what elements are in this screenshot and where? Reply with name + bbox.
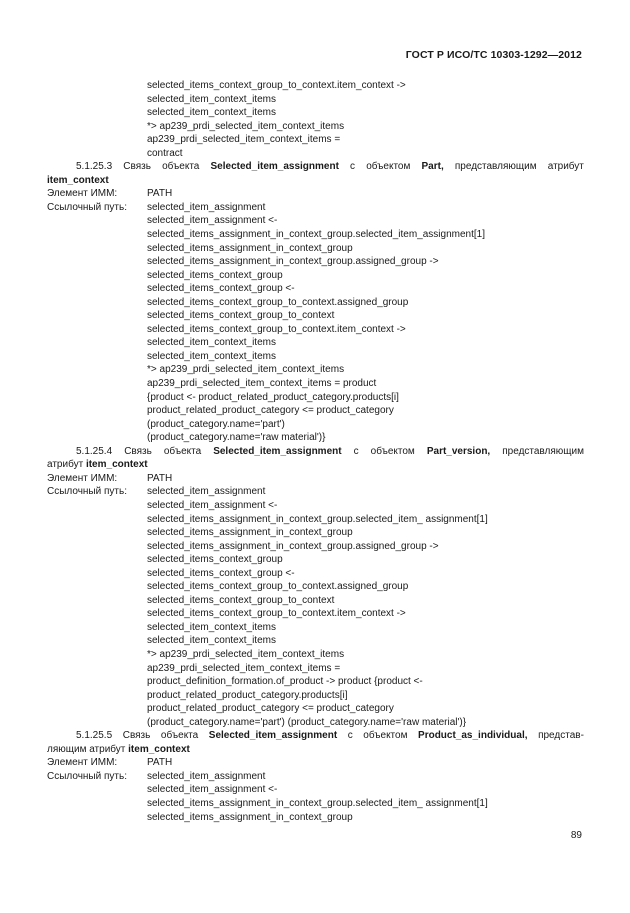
path-block-1 xyxy=(47,79,584,160)
path-line: selected_items_context_group xyxy=(147,554,283,566)
heading-word: объектом xyxy=(366,161,411,173)
path-line: selected_item_assignment <- xyxy=(147,499,278,511)
path-line: selected_item_assignment <- xyxy=(147,784,278,796)
path-line: selected_items_context_group_to_context.assigned_group xyxy=(147,296,409,308)
heading-word: с xyxy=(350,161,356,173)
path-line: *> ap239_prdi_selected_item_context_items xyxy=(147,364,345,376)
path-line: selected_items_context_group <- xyxy=(147,567,295,579)
path-line: selected_items_assignment_in_context_group.assigned_group -> xyxy=(147,256,439,268)
path-line: selected_item_context_items xyxy=(147,93,276,105)
path-line: selected_items_context_group_to_context xyxy=(147,310,335,322)
heading-word: объекта xyxy=(162,161,200,173)
heading-word: объекта xyxy=(160,730,199,742)
path-line: selected_item_assignment xyxy=(147,201,266,213)
heading-word: с xyxy=(353,445,359,457)
path-line: selected_items_assignment_in_context_group.selected_item_ assignment[1] xyxy=(147,513,488,525)
element-value: PATH xyxy=(147,757,173,769)
path-line: selected_items_assignment_in_context_group xyxy=(147,527,353,539)
section-heading xyxy=(47,445,584,459)
attribute-name: item_context xyxy=(85,459,148,471)
heading-word: с xyxy=(347,730,353,742)
heading-word: атрибут xyxy=(47,459,84,471)
path-line: selected_items_assignment_in_context_group.selected_item_assignment[1] xyxy=(147,229,485,241)
element-row xyxy=(47,472,584,486)
section-number: 5.1.25.3 xyxy=(76,161,113,173)
path-line: {product <- product_related_product_category.products[i] xyxy=(147,391,399,403)
path-line: selected_item_context_items xyxy=(147,107,276,119)
path-line: selected_items_context_group_to_context xyxy=(147,594,335,606)
path-line: ap239_prdi_selected_item_context_items = xyxy=(147,134,341,146)
entity-name: Selected_item_assignment xyxy=(208,730,338,742)
page-content xyxy=(47,79,584,824)
path-label: Ссылочный путь: xyxy=(47,486,127,498)
attribute-name: item_context xyxy=(47,174,109,186)
path-line: selected_item_assignment xyxy=(147,486,266,498)
path-row xyxy=(47,201,584,215)
path-label: Ссылочный путь: xyxy=(47,770,127,782)
path-line: product_related_product_category <= product_category xyxy=(147,405,394,417)
entity-name: Selected_item_assignment xyxy=(210,161,339,173)
path-line: selected_item_context_items xyxy=(147,635,276,647)
heading-word: объекта xyxy=(163,445,202,457)
heading-continuation xyxy=(47,458,584,472)
element-label: Элемент ИММ: xyxy=(47,472,118,484)
element-row xyxy=(47,187,584,201)
entity-name: Part_version, xyxy=(426,445,491,457)
section-5-1-25-4 xyxy=(47,445,584,729)
element-label: Элемент ИММ: xyxy=(47,188,118,200)
path-line: selected_items_context_group_to_context.assigned_group xyxy=(147,581,409,593)
entity-name: Part, xyxy=(421,161,444,173)
heading-continuation xyxy=(47,743,584,757)
path-line: *> ap239_prdi_selected_item_context_items xyxy=(147,648,345,660)
path-line: selected_items_context_group_to_context.item_context -> xyxy=(147,80,406,91)
heading-word: Связь xyxy=(124,445,152,457)
path-line: selected_items_context_group_to_context.item_context -> xyxy=(147,608,406,620)
path-line: selected_items_assignment_in_context_group xyxy=(147,811,353,823)
heading-word: Связь xyxy=(123,161,151,173)
document-header: ГОСТ Р ИСО/ТС 10303-1292—2012 xyxy=(405,49,582,61)
path-line: (product_category.name='part') (product_category.name='raw material')} xyxy=(147,716,467,728)
section-5-1-25-5 xyxy=(47,729,584,824)
path-line: product_definition_formation.of_product -> product {product <- xyxy=(147,676,423,688)
heading-word: ляющим атрибут xyxy=(47,743,126,755)
path-row xyxy=(47,485,584,499)
path-line: selected_items_assignment_in_context_group.selected_item_ assignment[1] xyxy=(147,797,488,809)
path-line: ap239_prdi_selected_item_context_items = xyxy=(147,662,341,674)
heading-word: Связь xyxy=(122,730,151,742)
path-line: selected_items_assignment_in_context_group xyxy=(147,242,353,254)
path-line: contract xyxy=(147,147,183,159)
heading-word: представ- xyxy=(538,730,584,742)
path-line: selected_items_context_group <- xyxy=(147,283,295,295)
element-row xyxy=(47,756,584,770)
path-line: selected_item_assignment <- xyxy=(147,215,278,227)
entity-name: Selected_item_assignment xyxy=(213,445,342,457)
attribute-name: item_context xyxy=(128,743,190,755)
path-line: ap239_prdi_selected_item_context_items = product xyxy=(147,378,377,390)
element-label: Элемент ИММ: xyxy=(47,757,118,769)
path-line: selected_items_assignment_in_context_group.assigned_group -> xyxy=(147,540,439,552)
element-value: PATH xyxy=(147,472,173,484)
path-line: selected_items_context_group xyxy=(147,269,283,281)
heading-word: объектом xyxy=(363,730,408,742)
path-line: (product_category.name='raw material')} xyxy=(147,432,326,444)
path-line: selected_item_context_items xyxy=(147,350,276,362)
entity-name: Product_as_individual, xyxy=(418,730,528,742)
path-label: Ссылочный путь: xyxy=(47,201,127,213)
section-number: 5.1.25.5 xyxy=(76,730,113,742)
heading-word: объектом xyxy=(370,445,415,457)
path-line: product_related_product_category.products[i] xyxy=(147,689,348,701)
path-line: selected_item_context_items xyxy=(147,621,276,633)
section-5-1-25-3 xyxy=(47,160,584,444)
path-row xyxy=(47,770,584,784)
section-heading xyxy=(47,160,584,174)
path-line: *> ap239_prdi_selected_item_context_items xyxy=(147,120,345,132)
path-line: selected_item_context_items xyxy=(147,337,276,349)
element-value: PATH xyxy=(147,188,173,200)
heading-word: атрибут xyxy=(547,161,584,173)
path-line: product_related_product_category <= product_category xyxy=(147,703,394,715)
path-line: selected_item_assignment xyxy=(147,770,266,782)
section-number: 5.1.25.4 xyxy=(76,445,113,457)
heading-word: представляющим xyxy=(454,161,537,173)
section-heading xyxy=(47,729,584,743)
page-number: 89 xyxy=(570,830,582,841)
path-line: (product_category.name='part') xyxy=(147,418,285,430)
path-line: selected_items_context_group_to_context.item_context -> xyxy=(147,323,406,335)
heading-word: представляющим xyxy=(502,445,584,457)
